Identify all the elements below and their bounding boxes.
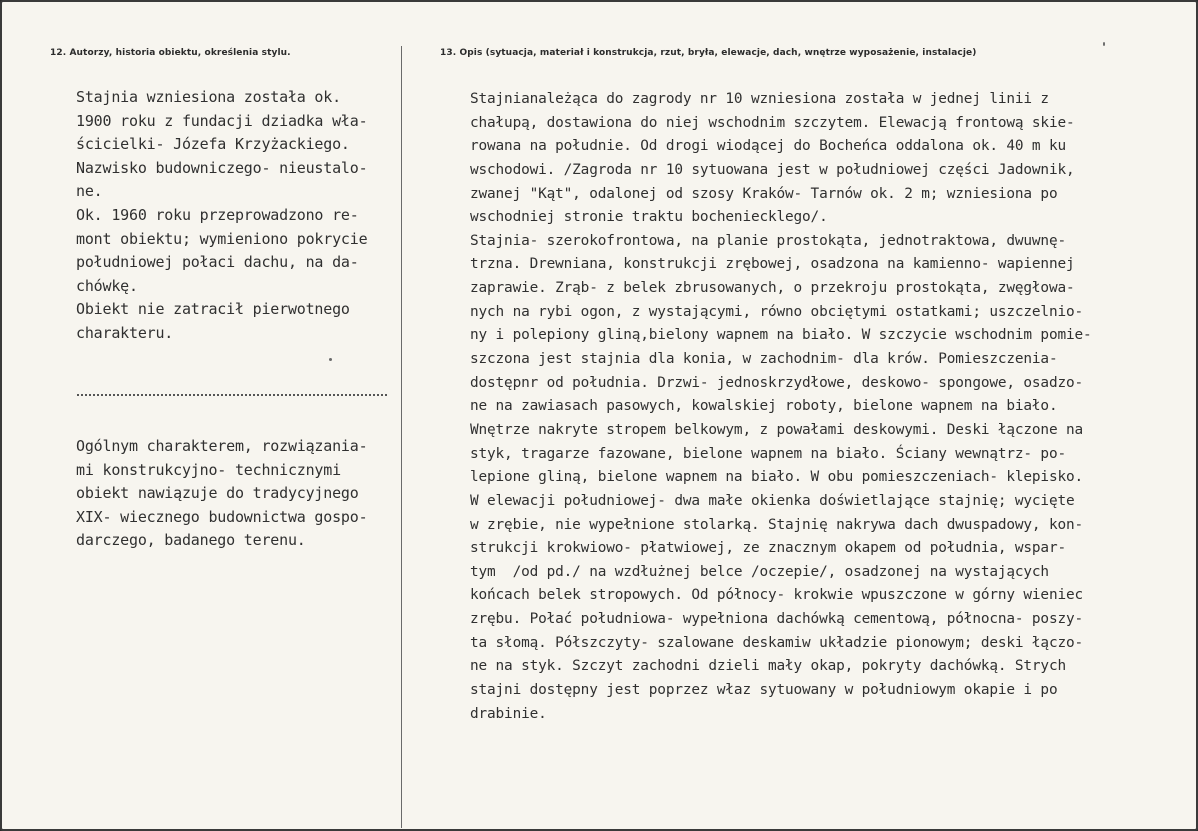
typed-line: ne na styk. Szczyt zachodni dzieli mały okap, pokryty dachówką. Strych: [470, 658, 1066, 675]
typed-line: ścicielki- Józefa Krzyżackiego.: [76, 135, 350, 154]
typed-line: ne na zawiasach pasowych, kowalskiej roboty, bielone wapnem na biało.: [470, 398, 1058, 415]
typed-line: zaprawie. Zrąb- z belek zbrusowanych, o przekroju prostokąta, zwęgłowa-: [470, 280, 1075, 297]
typed-line: strukcji krokwiowo- płatwiowej, ze znacznym okapem od południa, wspar-: [470, 540, 1066, 557]
typed-line: darczego, badanego terenu.: [76, 531, 306, 550]
typed-line: charakteru.: [76, 323, 174, 342]
typed-line: lepione gliną, bielone wapnem na biało. W obu pomieszczeniach- klepisko.: [470, 469, 1084, 486]
typed-line: wschodniej stronie traktu bocheniecklego/.: [470, 209, 828, 226]
section-13-heading: 13. Opis (sytuacja, materiał i konstrukcja, rzut, bryła, elewacje, dach, wnętrze wyposażenie, instalacje): [440, 48, 977, 58]
typed-line: XIX- wiecznego budownictwa gospo-: [76, 507, 368, 526]
paper-speck: [329, 358, 332, 361]
typed-line: chałupą, dostawiona do niej wschodnim szczytem. Elewacją frontową skie-: [470, 114, 1075, 131]
typed-line: dostępnr od południa. Drzwi- jednoskrzydłowe, deskowo- spongowe, osadzo-: [470, 374, 1084, 391]
typed-line: Stajnia- szerokofrontowa, na planie prostokąta, jednotraktowa, dwuwnę-: [470, 232, 1066, 249]
typed-line: ne.: [76, 182, 103, 201]
typed-line: końcach belek stropowych. Od północy- krokwie wpuszczone w górny wieniec: [470, 587, 1084, 604]
typed-line: styk, tragarze fazowane, bielone wapnem na biało. Ściany wewnątrz- po-: [470, 445, 1066, 462]
typed-line: mont obiektu; wymieniono pokrycie: [76, 229, 368, 248]
typed-line: Stajnia wzniesiona została ok.: [76, 88, 341, 106]
typed-line: obiekt nawiązuje do tradycyjnego: [76, 484, 359, 503]
typed-line: Ogólnym charakterem, rozwiązania-: [76, 437, 368, 455]
description-text-block: [470, 88, 1092, 726]
typed-line: Nazwisko budowniczego- nieustalo-: [76, 158, 368, 177]
typed-line: ta słomą. Półszczyty- szalowane deskamiw układzie pionowym; deski łączo-: [470, 634, 1084, 651]
typed-line: trzna. Drewniana, konstrukcji zrębowej, osadzona na kamienno- wapiennej: [470, 256, 1075, 273]
typed-line: 1900 roku z fundacji dziadka wła-: [76, 111, 368, 130]
typed-line: ny i polepiony gliną,bielony wapnem na biało. W szczycie wschodnim pomie-: [470, 327, 1092, 344]
typed-line: W elewacji południowej- dwa małe okienka doświetlające stajnię; wycięte: [470, 492, 1075, 509]
typed-line: wschodowi. /Zagroda nr 10 sytuowana jest w południowej części Jadownik,: [470, 161, 1075, 178]
typed-line: południowej połaci dachu, na da-: [76, 253, 359, 272]
typed-line: Stajnianależąca do zagrody nr 10 wzniesiona została w jednej linii z: [470, 91, 1049, 107]
history-text-block: [76, 86, 367, 346]
typed-line: stajni dostępny jest poprzez właz sytuowany w południowym okapie i po: [470, 682, 1058, 699]
paper-speck: [1103, 42, 1105, 46]
typed-line: szczona jest stajnia dla konia, w zachodnim- dla krów. Pomieszczenia-: [470, 351, 1058, 368]
section-12-heading: 12. Autorzy, historia obiektu, określenia stylu.: [50, 48, 291, 58]
typed-line: Obiekt nie zatracił pierwotnego: [76, 300, 350, 319]
typed-line: tym /od pd./ na wzdłużnej belce /oczepie/, osadzonej na wystających: [470, 563, 1049, 580]
typed-line: w zrębie, nie wypełnione stolarką. Stajnię nakrywa dach dwuspadowy, kon-: [470, 516, 1084, 533]
typed-line: Ok. 1960 roku przeprowadzono re-: [76, 205, 359, 224]
typed-line: zrębu. Połać południowa- wypełniona dachówką cementową, północna- poszy-: [470, 611, 1084, 628]
typed-line: mi konstrukcyjno- technicznymi: [76, 460, 341, 479]
typed-line: nych na rybi ogon, z wystającymi, równo obciętymi ostatkami; uszczelnio-: [470, 303, 1084, 320]
typed-line: drabinie.: [470, 705, 547, 722]
column-divider: [401, 46, 402, 828]
typed-line: chówkę.: [76, 276, 138, 295]
typed-line: zwanej "Kąt", odalonej od szosy Kraków- Tarnów ok. 2 m; wzniesiona po: [470, 185, 1058, 202]
style-text-block: [76, 435, 367, 553]
typed-line: rowana na południe. Od drogi wiodącej do Bocheńca oddalona ok. 40 m ku: [470, 138, 1066, 155]
dotted-separator: [77, 394, 387, 396]
typed-line: Wnętrze nakryte stropem belkowym, z powałami deskowymi. Deski łączone na: [470, 421, 1084, 438]
